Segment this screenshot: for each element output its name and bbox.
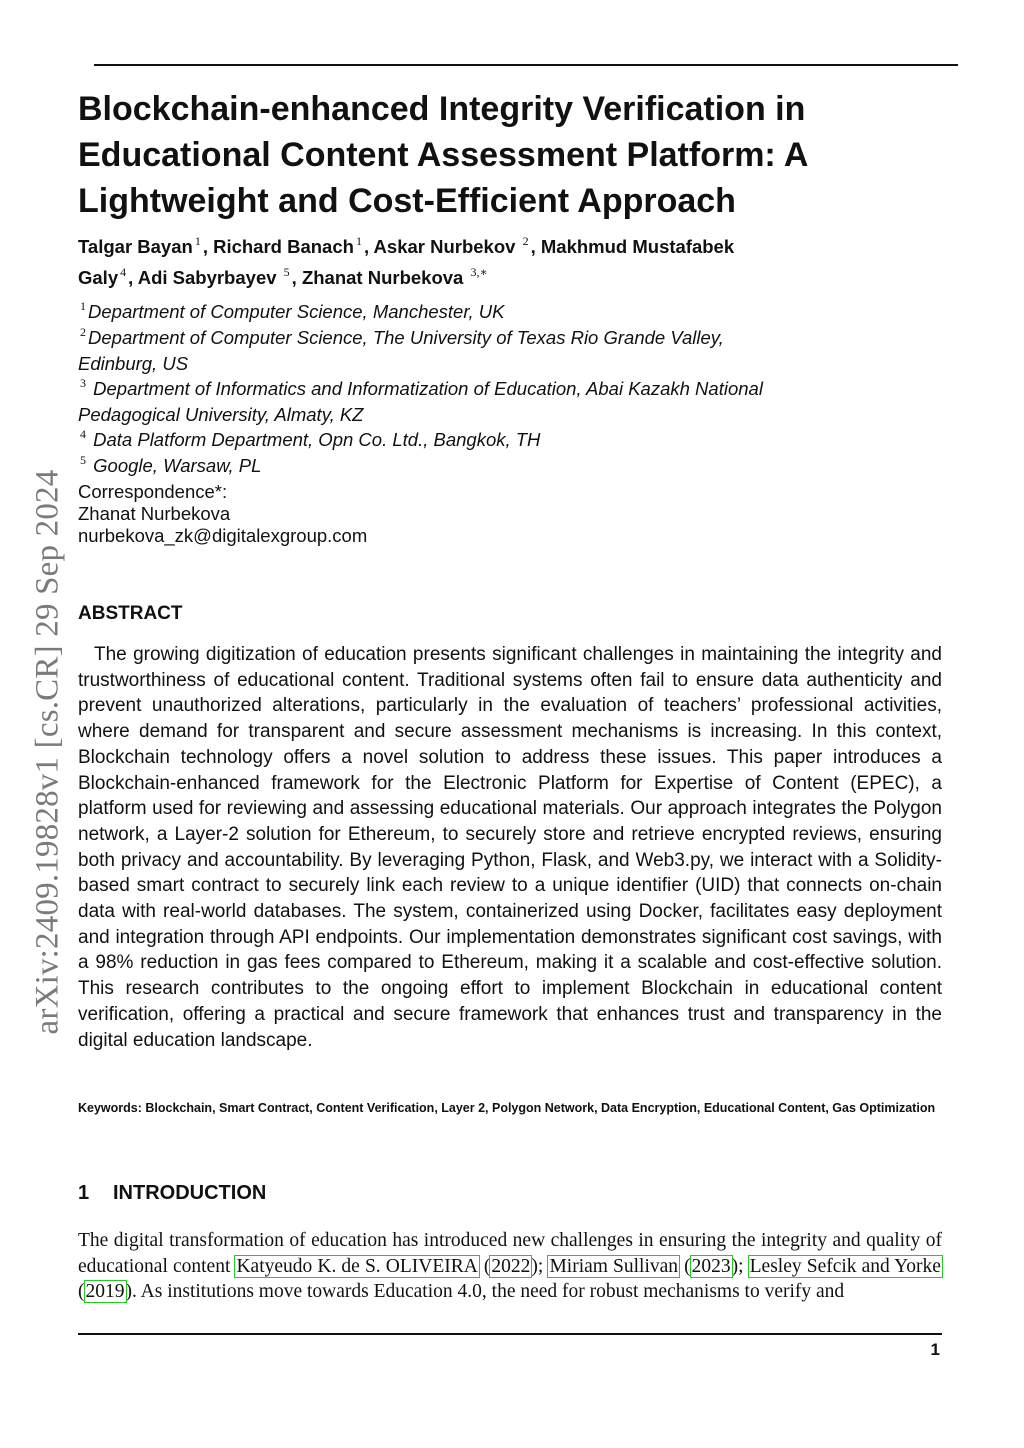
affiliation-text: Data Platform Department, Opn Co. Ltd., Bangkok, TH (93, 429, 541, 450)
author-name: Talgar Bayan (78, 236, 193, 257)
affiliation-2 (78, 319, 958, 377)
correspondence-name: Zhanat Nurbekova (78, 503, 231, 524)
page-number: 1 (930, 1340, 940, 1359)
correspondence-label: Correspondence*: (78, 481, 228, 502)
affiliation-text: Google, Warsaw, PL (93, 455, 262, 476)
author-name: Adi Sabyrbayev (137, 267, 277, 288)
affiliation-text: Department of Computer Science, Manchester, UK (88, 301, 505, 322)
author-name: Zhanat Nurbekova (301, 267, 464, 288)
author-name: Galy (78, 267, 119, 288)
author-affil-sup: 4 (120, 265, 127, 279)
abstract-heading: ABSTRACT (78, 603, 183, 624)
author-affil-sup: 5 (283, 265, 290, 279)
title-line-2: Educational Content Assessment Platform: A (78, 136, 809, 174)
authors-line-2: Galy $^4$ , Adi Sabyrbayev $^5$ , Zhanat Nurbekova $^{3,∗}$ (78, 265, 488, 288)
keywords: Keywords: Blockchain, Smart Contract, Content Verification, Layer 2, Polygon Network, Data Encryption, Educational Content, Gas Optimization (78, 1101, 936, 1115)
paper-title (78, 86, 958, 224)
citation-year-link[interactable]: 2019 (85, 1281, 125, 1302)
affiliation-text: Department of Computer Science, The University of Texas Rio Grande Valley, (88, 327, 724, 348)
affiliation-text: Department of Informatics and Informatization of Education, Abai Kazakh National (93, 378, 763, 399)
correspondence-email[interactable]: nurbekova_zk@digitalexgroup.com (78, 525, 368, 546)
author-name: Richard Banach (213, 236, 354, 257)
abstract-body: The growing digitization of education presents significant challenges in maintaining the integrity and trustworthiness of educational content. Traditional systems often fail to ensure data authenticity and prevent unauthorized alterations, particularly in the evaluation of teachers’ professional activities, where demand for transparent and secure assessment mechanisms is increasing. In this context, Blockchain technology offers a novel solution to address these issues. This paper introduces a Blockchain-enhanced framework for the Electronic Platform for Expertise of Content (EPEC), a platform used for reviewing and assessing educational materials. Our approach integrates the Polygon network, a Layer-2 solution for Ethereum, to securely store and retrieve encrypted reviews, ensuring both privacy and accountability. By leveraging Python, Flask, and Web3.py, we interact with a Solidity-based smart contract to securely link each review to a unique identifier (UID) that connects on-chain data with real-world databases. The system, containerized using Docker, facilitates easy deployment and integration through API endpoints. Our implementation demonstrates significant cost savings, with a 98% reduction in gas fees compared to Ethereum, making it a scalable and cost-effective solution. This research contributes to the ongoing effort to implement Blockchain in educational content verification, offering a practical and secure framework that enhances trust and transparency in the digital education landscape. (78, 644, 942, 1051)
affiliation-sup: 2 (80, 325, 86, 339)
section-number: 1 (78, 1182, 90, 1204)
authors-line-1: Talgar Bayan $^1$ , Richard Banach $^1$ , Askar Nurbekov $^2$ , Makhmud Mustafabek (78, 234, 735, 257)
citation-link[interactable]: Miriam Sullivan (549, 1255, 679, 1277)
affiliation-5 (78, 447, 958, 479)
intro-text-end: . As institutions move towards Education 4.0, the need for robust mechanisms to verify and (132, 1281, 845, 1302)
introduction-paragraph: The digital transformation of education has introduced new challenges in ensuring the integrity and quality of educational content Katyeudo K. de S. OLIVEIRA (2022); Miriam Sullivan (2023); Lesley Sefcik and Yorke (2019). As institutions move towards Education 4.0, the need for robust mechanisms to verify and (78, 1230, 942, 1302)
top-rule (94, 64, 958, 66)
author-affil-sup: 2 (522, 234, 529, 248)
author-affil-sup: 1 (355, 234, 362, 248)
arxiv-identifier-stamp: arXiv:2409.19828v1 [cs.CR] 29 Sep 2024 (29, 469, 66, 1035)
intro-text-start: The digital transformation of education has introduced new challenges in ensuring the integrity and quality of educational content (78, 1230, 942, 1277)
bottom-rule (78, 1333, 942, 1335)
citation-year-link[interactable]: 2022 (491, 1255, 531, 1277)
affiliation-sup: 3 (80, 376, 86, 390)
affiliation-sup: 5 (80, 453, 86, 467)
affiliation-text-cont: Edinburg, US (78, 353, 189, 374)
affiliation-3 (78, 370, 958, 428)
title-line-1: Blockchain-enhanced Integrity Verification in (78, 90, 806, 128)
affiliation-sup: 4 (80, 427, 86, 441)
author-affil-sup: 1 (194, 234, 201, 248)
correspondence-block (78, 481, 367, 547)
title-line-3: Lightweight and Cost-Efficient Approach (78, 182, 736, 220)
citation-link[interactable]: Lesley Sefcik and Yorke (749, 1255, 941, 1277)
section-title: INTRODUCTION (113, 1182, 267, 1204)
author-name: Askar Nurbekov (373, 236, 516, 257)
citation-link[interactable]: Katyeudo K. de S. OLIVEIRA (236, 1255, 478, 1277)
author-name: Makhmud Mustafabek (540, 236, 735, 257)
affiliation-sup: 1 (80, 299, 86, 313)
citation-year-link[interactable]: 2023 (691, 1255, 731, 1277)
section-heading-introduction (78, 1182, 266, 1205)
affiliation-text-cont: Pedagogical University, Almaty, KZ (78, 404, 364, 425)
author-affil-sup: 3,∗ (470, 265, 488, 279)
